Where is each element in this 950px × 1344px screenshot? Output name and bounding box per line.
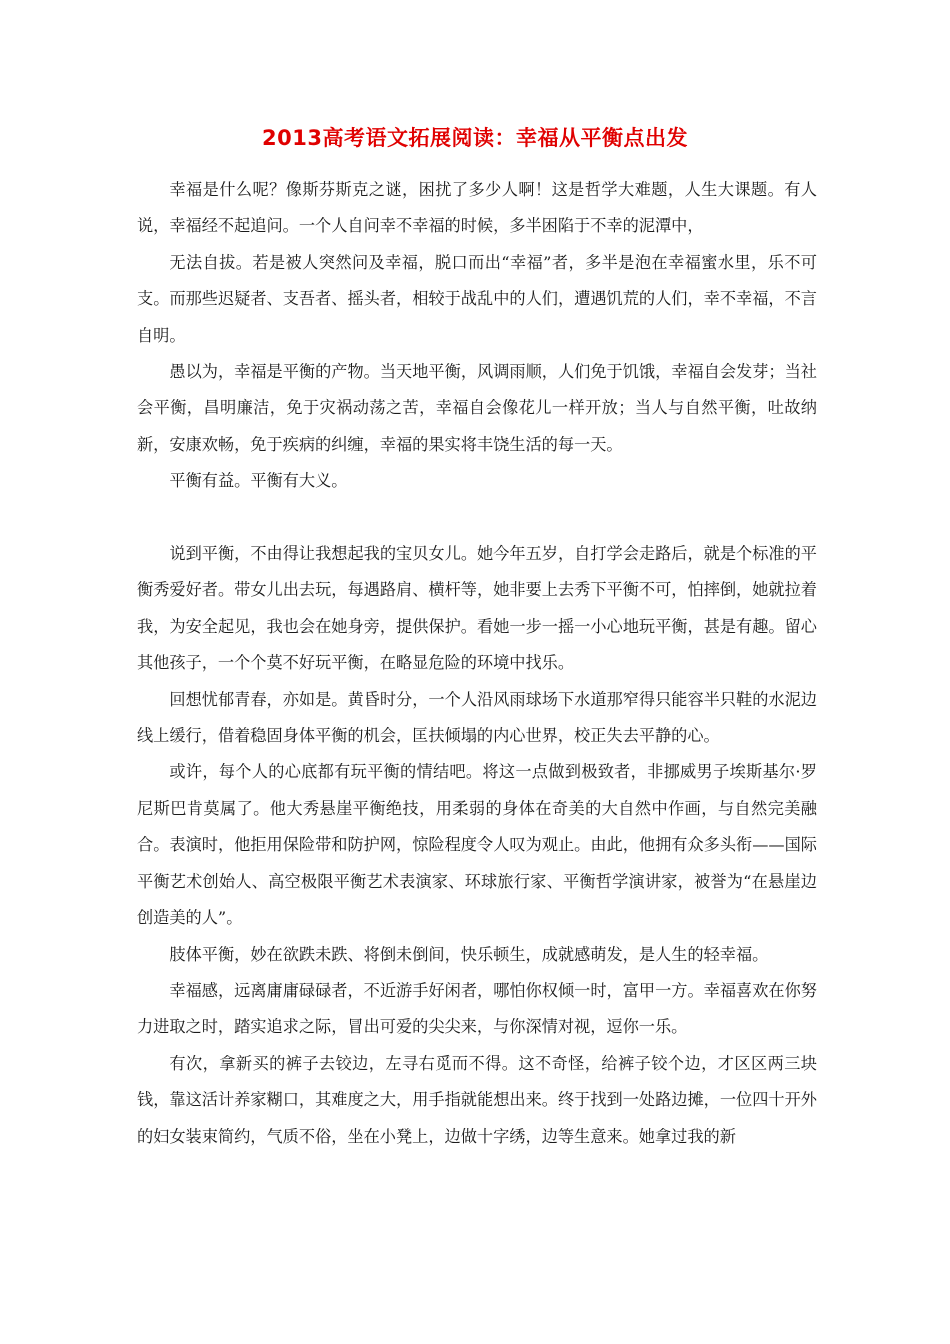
paragraph: 平衡有益。平衡有大义。 xyxy=(169,471,348,491)
paragraph: 回想忧郁青春，亦如是。黄昏时分，一个人沿风雨球场下水道那窄得只能容半只鞋的水泥边线上缓行，借着稳固身体平衡的机会，匡扶倾塌的内心世界，校正失去平静的心。 xyxy=(137,689,817,746)
paragraph: 或许，每个人的心底都有玩平衡的情结吧。将这一点做到极致者，非挪威男子埃斯基尔·罗尼斯巴肯莫属了。他大秀悬崖平衡绝技，用柔弱的身体在奇美的大自然中作画，与自然完美融合。表演时，他拒用保险带和防护网，惊险程度令人叹为观止。由此，他拥有众多头衔——国际平衡艺术创始人、高空极限平衡艺术表演家、环球旅行家、平衡哲学演讲家，被誉为“在悬崖边创造美的人”。 xyxy=(137,762,817,928)
document-title: 2013高考语文拓展阅读：幸福从平衡点出发 xyxy=(262,126,688,150)
paragraph: 肢体平衡，妙在欲跌未跌、将倒未倒间，快乐顿生，成就感萌发，是人生的轻幸福。 xyxy=(169,944,769,964)
paragraph: 有次，拿新买的裤子去铰边，左寻右觅而不得。这不奇怪，给裤子铰个边，才区区两三块钱，靠这活计养家糊口，其难度之大，用手指就能想出来。终于找到一处路边摊，一位四十开外的妇女装束简约，气质不俗，坐在小凳上，边做十字绣，边等生意来。她拿过我的新 xyxy=(137,1053,817,1146)
blank-line xyxy=(137,500,817,536)
paragraph: 说到平衡，不由得让我想起我的宝贝女儿。她今年五岁，自打学会走路后，就是个标准的平衡秀爱好者。带女儿出去玩，每遇路肩、横杆等，她非要上去秀下平衡不可，怕摔倒，她就拉着我，为安全起见，我也会在她身旁，提供保护。看她一步一摇一小心地玩平衡，甚是有趣。留心其他孩子，一个个莫不好玩平衡，在略显危险的环境中找乐。 xyxy=(137,544,817,673)
paragraph: 幸福是什么呢？像斯芬斯克之谜，困扰了多少人啊！这是哲学大难题，人生大课题。有人说，幸福经不起追问。一个人自问幸不幸福的时候，多半困陷于不幸的泥潭中， xyxy=(137,180,817,236)
document-body xyxy=(137,172,817,1155)
paragraph: 愚以为，幸福是平衡的产物。当天地平衡，风调雨顺，人们免于饥饿，幸福自会发芽；当社会平衡，昌明廉洁，免于灾祸动荡之苦，幸福自会像花儿一样开放；当人与自然平衡，吐故纳新，安康欢畅，免于疾病的纠缠，幸福的果实将丰饶生活的每一天。 xyxy=(137,362,817,454)
paragraph: 幸福感，远离庸庸碌碌者，不近游手好闲者，哪怕你权倾一时，富甲一方。幸福喜欢在你努力进取之时，踏实追求之际，冒出可爱的尖尖来，与你深情对视，逗你一乐。 xyxy=(137,980,817,1037)
paragraph: 无法自拔。若是被人突然问及幸福，脱口而出“幸福”者，多半是泡在幸福蜜水里，乐不可支。而那些迟疑者、支吾者、摇头者，相较于战乱中的人们，遭遇饥荒的人们，幸不幸福，不言自明。 xyxy=(137,252,817,345)
